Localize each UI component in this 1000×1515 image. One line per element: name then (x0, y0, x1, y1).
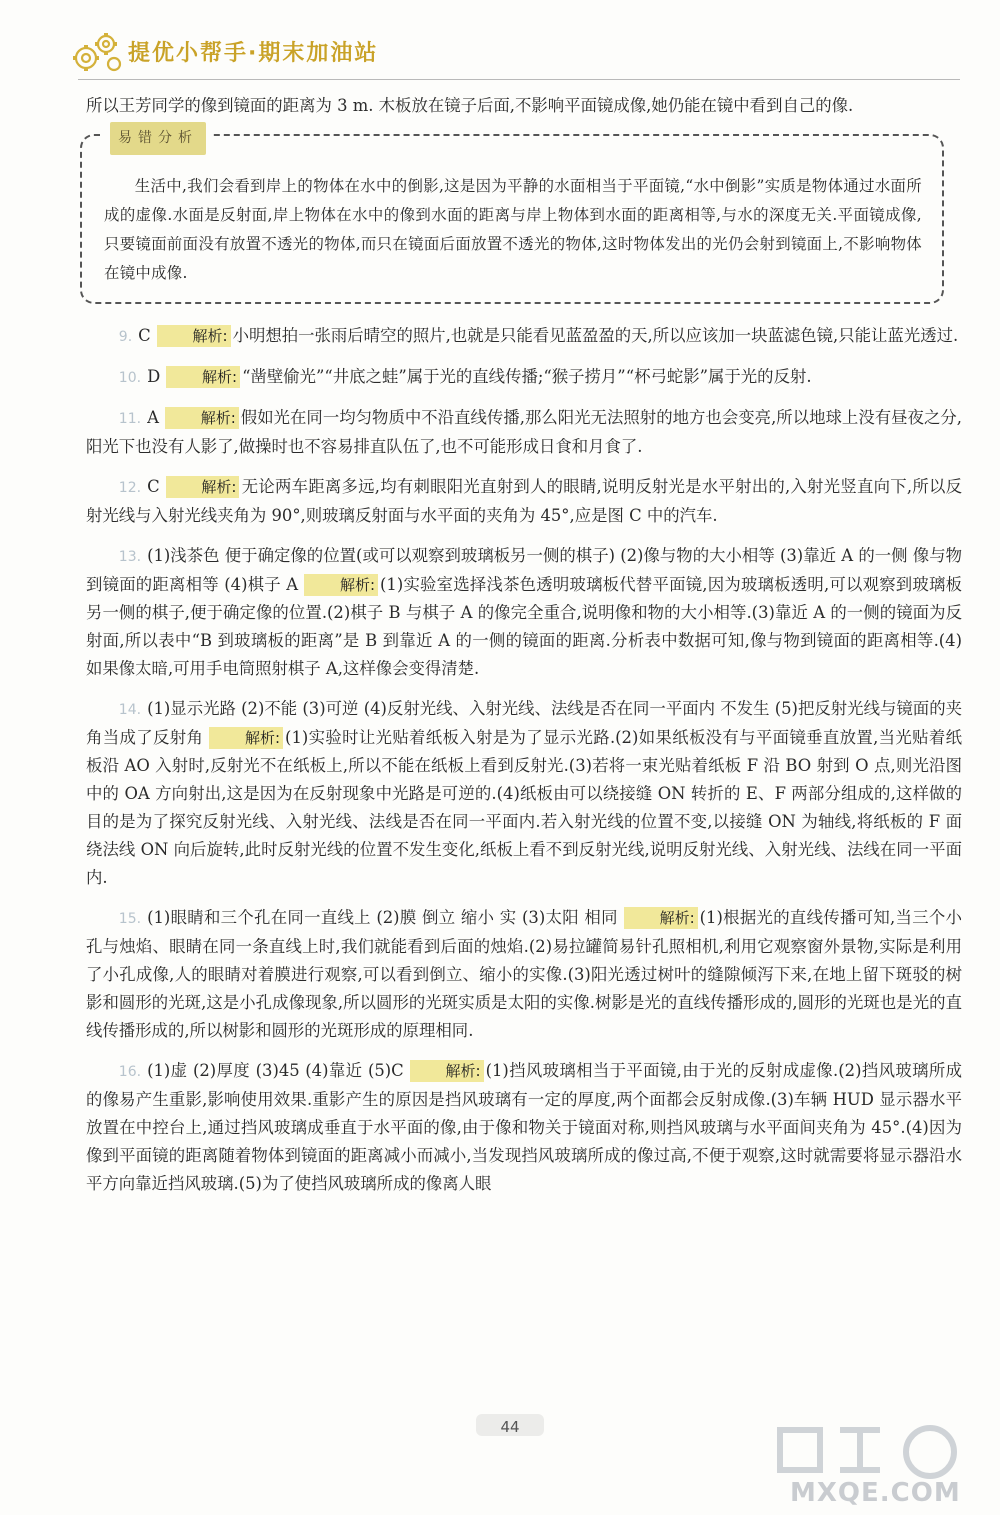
item-number: 9. (118, 329, 133, 345)
item-answer: C (147, 477, 160, 496)
item-answer: (1)显示光路 (2)不能 (3)可逆 (4)反射光线、入射光线、法线是否在同一平面内 不发生 (5)把反射光线与镜面的夹角当成了反射角 (86, 699, 962, 747)
analysis-tag: 解析: (165, 407, 239, 429)
watermark-text: MXQE.COM (790, 1478, 961, 1508)
analysis-tag: 解析: (157, 325, 231, 347)
item-answer: (1)眼睛和三个孔在同一直线上 (2)膜 倒立 缩小 实 (3)太阳 相同 (147, 908, 618, 927)
answer-item-10 (86, 363, 962, 392)
header-title: 提优小帮手·期末加油站 (128, 41, 379, 66)
error-analysis-label: 易错分析 (104, 122, 212, 155)
intro-line: 所以王芳同学的像到镜面的距离为 3 m. 木板放在镜子后面,不影响平面镜成像,她仍能在镜中看到自己的像. (86, 96, 854, 115)
analysis-tag: 解析: (166, 476, 240, 498)
analysis-tag: 解析: (209, 727, 283, 749)
item-answer: A (147, 408, 159, 427)
answer-item-14 (86, 695, 962, 892)
item-analysis: (1)挡风玻璃相当于平面镜,由于光的反射成虚像.(2)挡风玻璃所成的像易产生重影,影响使用效果.重影产生的原因是挡风玻璃有一定的厚度,两个面都会反射成像.(3)车辆 HUD 显示器水平放置在中控台上,通过挡风玻璃成垂直于水平面的像,由于像和物关于镜面对称,则挡风玻璃与水平面间夹角为 45°.(4)因为像到平面镜的距离随着物体到镜面的距离减小而减小,当发现挡风玻璃所成的像过高,不便于观察,这时就需要将显示器沿水平方向靠近挡风玻璃.(5)为了使挡风玻璃所成的像离人眼 (86, 1061, 962, 1193)
item-number: 10. (118, 370, 142, 386)
answer-item-11 (86, 404, 962, 461)
header-divider (78, 79, 960, 80)
item-analysis: (1)实验室选择浅茶色透明玻璃板代替平面镜,因为玻璃板透明,可以观察到玻璃板另一侧的棋子,便于确定像的位置.(2)棋子 B 与棋子 A 的像完全重合,说明像和物的大小相等.(3)靠近 A 的一侧的镜面为反射面,所以表中“B 到玻璃板的距离”是 B 到靠近 A 的一侧的镜面的距离.分析表中数据可知,像与物到镜面的距离相等.(4)如果像太暗,可用手电筒照射棋子 A,这样像会变得清楚. (86, 575, 962, 678)
item-answer: (1)浅茶色 便于确定像的位置(或可以观察到玻璃板另一侧的棋子) (2)像与物的大小相等 (3)靠近 A 的一侧 像与物到镜面的距离相等 (4)棋子 A (86, 546, 962, 594)
error-analysis-text: 生活中,我们会看到岸上的物体在水中的倒影,这是因为平静的水面相当于平面镜,“水中倒影”实质是物体通过水面所成的虚像.水面是反射面,岸上物体在水中的像到水面的距离与岸上物体到水面的距离相等,与水的深度无关.平面镜成像,只要镜面前面没有放置不透光的物体,而只在镜面后面放置不透光的物体,这时物体发出的光仍会射到镜面上,不影响物体在镜中成像. (104, 177, 922, 282)
item-analysis: 无论两车距离多远,均有刺眼阳光直射到人的眼睛,说明反射光是水平射出的,入射光竖直向下,所以反射光线与入射光线夹角为 90°,则玻璃反射面与水平面的夹角为 45°,应是图 C 中的汽车. (86, 477, 962, 525)
analysis-tag: 解析: (166, 366, 240, 388)
page-header (0, 0, 1000, 82)
item-number: 14. (118, 702, 142, 718)
page-content (86, 92, 962, 1210)
item-answer: C (138, 326, 151, 345)
error-analysis-box (80, 130, 944, 304)
answer-item-9 (86, 322, 962, 351)
item-number: 11. (118, 411, 142, 427)
item-analysis: (1)实验时让光贴着纸板入射是为了显示光路.(2)如果纸板没有与平面镜垂直放置,当光贴着纸板沿 AO 入射时,反射光不在纸板上,所以不能在纸板上看到反射光.(3)若将一束光贴着纸板 F 沿 BO 射到 O 点,则光沿图中的 OA 方向射出,这是因为在反射现象中光路是可逆的.(4)纸板由可以绕接缝 ON 转折的 E、F 两部分组成的,这样做的目的是为了探究反射光线、入射光线、法线是否在同一平面内.若入射光线的位置不变,以接缝 ON 为轴线,将纸板的 F 面绕法线 ON 向后旋转,此时反射光线的位置不发生变化,纸板上看不到反射光线,说明反射光线、入射光线、法线在同一平面内. (86, 728, 962, 887)
answer-item-13 (86, 542, 962, 683)
item-number: 13. (118, 549, 142, 565)
page-number: 44 (500, 1418, 520, 1436)
analysis-tag: 解析: (410, 1060, 484, 1082)
item-answer: D (147, 367, 161, 386)
item-analysis: 假如光在同一均匀物质中不沿直线传播,那么阳光无法照射的地方也会变亮,所以地球上没有昼夜之分,阳光下也没有人影了,做操时也不容易排直队伍了,也不可能形成日食和月食了. (86, 408, 962, 456)
item-analysis: 小明想拍一张雨后晴空的照片,也就是只能看见蓝盈盈的天,所以应该加一块蓝滤色镜,只能让蓝光透过. (232, 326, 959, 345)
item-number: 15. (118, 911, 142, 927)
item-number: 12. (118, 480, 142, 496)
item-analysis: “凿壁偷光”“井底之蛙”属于光的直线传播;“猴子捞月”“杯弓蛇影”属于光的反射. (242, 367, 812, 386)
gears-logo-icon (70, 28, 126, 76)
answer-item-12 (86, 473, 962, 530)
answer-item-15 (86, 904, 962, 1045)
analysis-tag: 解析: (624, 907, 698, 929)
analysis-tag: 解析: (304, 574, 378, 596)
item-number: 16. (118, 1064, 142, 1080)
answer-item-16 (86, 1057, 962, 1198)
item-analysis: (1)根据光的直线传播可知,当三个小孔与烛焰、眼睛在同一条直线上时,我们就能看到后面的烛焰.(2)易拉罐简易针孔照相机,利用它观察窗外景物,实际是利用了小孔成像,人的眼睛对着膜进行观察,可以看到倒立、缩小的实像.(3)阳光透过树叶的缝隙倾泻下来,在地上留下斑驳的树影和圆形的光斑,这是小孔成像现象,所以圆形的光斑实质是太阳的实像.树影是光的直线传播形成的,圆形的光斑也是光的直线传播形成的,所以树影和圆形的光斑形成的原理相同. (86, 908, 962, 1040)
item-answer: (1)虚 (2)厚度 (3)45 (4)靠近 (5)C (147, 1061, 404, 1080)
